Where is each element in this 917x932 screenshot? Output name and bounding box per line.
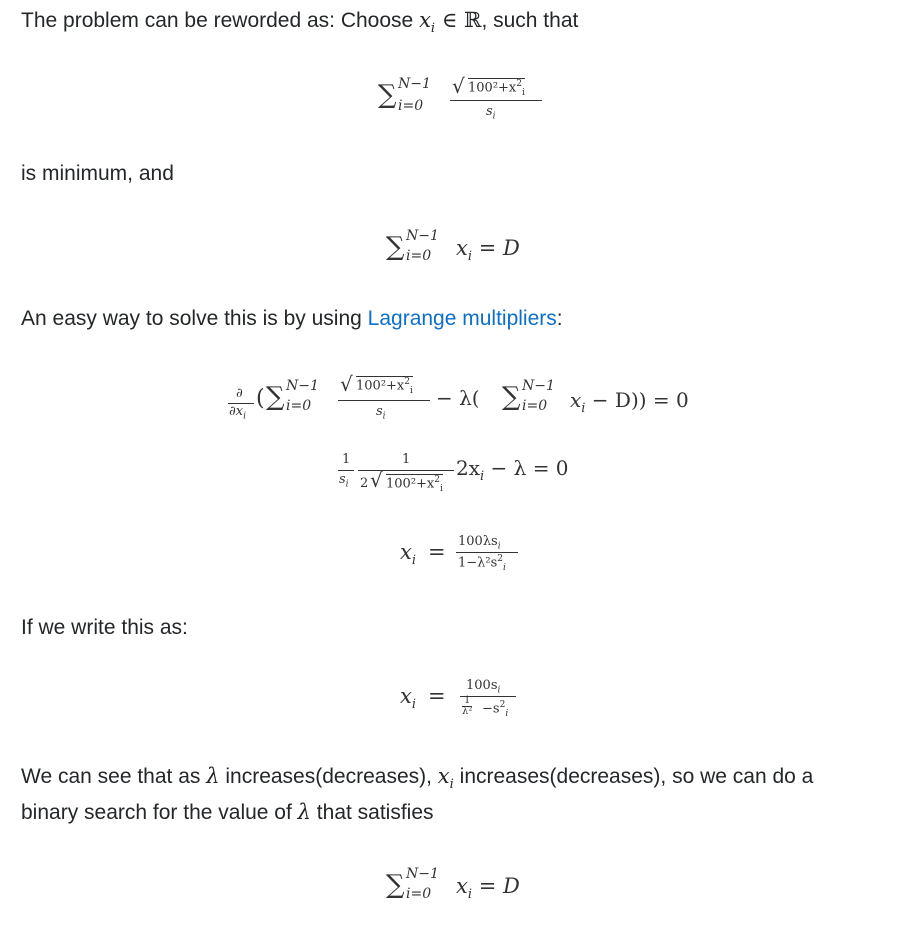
- rewrite-num: $100s_i$: [466, 678, 501, 696]
- sum-symbol-2: ∑: [502, 382, 521, 412]
- paragraph-rewrite: If we write this as:: [21, 616, 188, 639]
- frac1-num: 1: [342, 452, 351, 467]
- fraction-bar: [450, 100, 542, 101]
- equation-derivative: [336, 450, 596, 506]
- intro-in-reals: ∈ ℝ: [435, 8, 482, 32]
- denominator: $s_i$: [376, 404, 386, 422]
- paragraph-binary-1: We can see that as λ increases(decreases), $x_i$ increases(decreases), so we can do a: [21, 764, 814, 793]
- denominator: $s_i$: [486, 104, 496, 122]
- paren-open: (: [256, 386, 265, 411]
- sqrt-radicand: $100^2+x^2_i$: [386, 475, 443, 494]
- intro-var-sub: i: [430, 21, 436, 37]
- sqrt-sign: √: [452, 74, 465, 98]
- solution-equals: =: [428, 540, 446, 564]
- rewrite-den-lambda: λ²: [462, 706, 473, 717]
- final-body: $x_i = D$: [456, 874, 520, 903]
- partial-num: ∂: [236, 386, 243, 401]
- derivative-tail: $2x_i - \lambda = 0$: [456, 456, 569, 484]
- frac1-den: $s_i$: [339, 472, 349, 490]
- sum-upper: N−1: [398, 76, 431, 92]
- radicand-sq: 2: [516, 79, 522, 89]
- fraction-bar: [338, 400, 430, 401]
- rewrite-den-one: 1: [463, 695, 471, 706]
- sqrt-radicand: [468, 78, 525, 98]
- sum-symbol: ∑: [378, 80, 397, 110]
- rewrite-den-tail: $-s^2_i$: [482, 700, 509, 719]
- equation-final: [386, 866, 546, 910]
- equation-objective: [378, 74, 548, 124]
- lagrange-text: An easy way to solve this is by using: [21, 307, 368, 330]
- radicand-text: 100²+x: [468, 80, 517, 96]
- sum-lower-2: i=0: [522, 398, 548, 414]
- sum-symbol: ∑: [386, 232, 405, 262]
- rewrite-den-frac: [462, 696, 472, 717]
- lambda-symbol: λ: [297, 800, 311, 824]
- sum-upper: N−1: [406, 228, 439, 244]
- solution-bar: [456, 552, 518, 553]
- sum-lower: i=0: [406, 886, 432, 902]
- sum-lower: i=0: [398, 98, 424, 114]
- sum-upper: N−1: [406, 866, 439, 882]
- sqrt-sign: √: [340, 372, 353, 396]
- frac2-num: 1: [402, 452, 411, 467]
- lagrange-tail: :: [556, 307, 563, 330]
- equation-rewrite: [400, 676, 540, 726]
- minus-lambda: − λ(: [436, 386, 480, 410]
- equation-constraint: [386, 228, 546, 272]
- solution-num: $100\lambda s_i$: [458, 534, 501, 552]
- intro-var: x: [419, 8, 431, 32]
- paragraph-lagrange: [21, 301, 563, 337]
- sum-symbol: ∑: [266, 382, 285, 412]
- equation-solution: [400, 532, 540, 576]
- intro-text: The problem can be reworded as: Choose: [21, 9, 420, 32]
- partial-den: $\partial x_i$: [229, 404, 246, 422]
- partial-tail: $x_i - D)) = 0$: [570, 388, 689, 416]
- rewrite-lhs: $x_i$: [400, 684, 417, 713]
- sqrt-sign: √: [370, 468, 383, 492]
- equation-partial: [226, 372, 706, 428]
- paragraph-intro: [21, 2, 578, 47]
- sum-upper: N−1: [286, 378, 319, 394]
- frac1-bar: [338, 470, 354, 471]
- rewrite-equals: =: [428, 684, 446, 708]
- lambda-symbol: λ: [206, 764, 220, 788]
- sum-symbol: ∑: [386, 870, 405, 900]
- intro-tail: , such that: [481, 9, 579, 32]
- constraint-body: $x_i = D$: [456, 236, 520, 265]
- lagrange-link[interactable]: Lagrange multipliers: [367, 307, 557, 330]
- radicand-sub: i: [521, 87, 525, 98]
- sqrt-radicand: $100^2+x^2_i$: [356, 377, 413, 396]
- paragraph-binary-2: binary search for the value of λ that satisfies: [21, 800, 434, 824]
- solution-den: $1-\lambda^2s^2_i$: [458, 554, 506, 573]
- sum-upper-2: N−1: [522, 378, 555, 394]
- frac2-two: 2: [360, 476, 369, 491]
- sum-lower: i=0: [406, 248, 432, 264]
- sum-lower: i=0: [286, 398, 312, 414]
- solution-lhs: $x_i$: [400, 540, 417, 569]
- paragraph-minimum: is minimum, and: [21, 162, 174, 185]
